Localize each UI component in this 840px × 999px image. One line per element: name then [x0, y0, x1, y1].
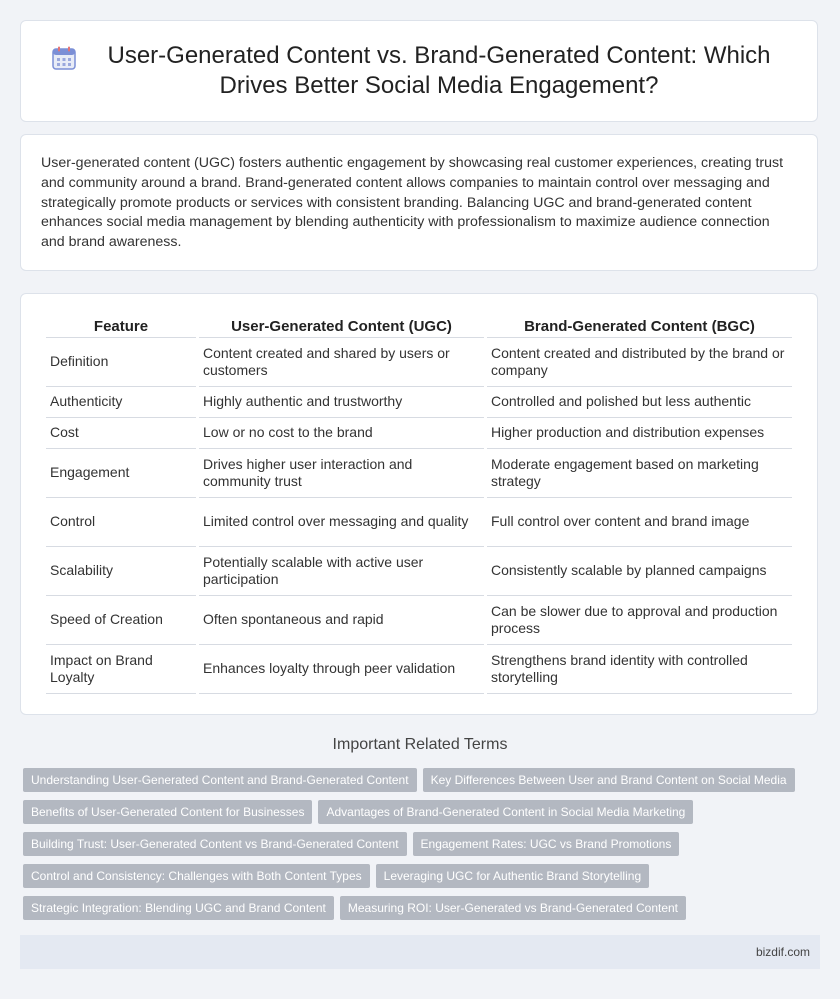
- title-card: [20, 20, 818, 122]
- table-row: [46, 498, 792, 547]
- feature-cell: Impact on Brand Loyalty: [46, 645, 196, 694]
- bgc-cell: Moderate engagement based on marketing strategy: [487, 449, 792, 498]
- bgc-cell: Higher production and distribution expenses: [487, 418, 792, 449]
- ugc-cell: Enhances loyalty through peer validation: [199, 645, 484, 694]
- related-term-tag[interactable]: Key Differences Between User and Brand Content on Social Media: [423, 768, 795, 792]
- related-term-tag[interactable]: Leveraging UGC for Authentic Brand Storytelling: [376, 864, 649, 888]
- table-row: [46, 387, 792, 418]
- table-row: [46, 449, 792, 498]
- ugc-cell: Highly authentic and trustworthy: [199, 387, 484, 418]
- bgc-cell: Strengthens brand identity with controlled storytelling: [487, 645, 792, 694]
- feature-cell: Engagement: [46, 449, 196, 498]
- table-row: [46, 645, 792, 694]
- ugc-cell: Drives higher user interaction and community trust: [199, 449, 484, 498]
- related-term-tag[interactable]: Advantages of Brand-Generated Content in Social Media Marketing: [318, 800, 693, 824]
- feature-cell: Authenticity: [46, 387, 196, 418]
- related-term-tag[interactable]: Building Trust: User-Generated Content vs Brand-Generated Content: [23, 832, 407, 856]
- feature-cell: Speed of Creation: [46, 596, 196, 645]
- feature-cell: Scalability: [46, 547, 196, 596]
- related-term-tag[interactable]: Strategic Integration: Blending UGC and Brand Content: [23, 896, 334, 920]
- table-header-row: [46, 314, 792, 338]
- bgc-cell: Controlled and polished but less authentic: [487, 387, 792, 418]
- comparison-table: [43, 314, 795, 694]
- footer-site-link[interactable]: bizdif.com: [755, 945, 810, 959]
- related-term-tag[interactable]: Measuring ROI: User-Generated vs Brand-Generated Content: [340, 896, 686, 920]
- intro-text: User-generated content (UGC) fosters authentic engagement by showcasing real customer experiences, creating trust and community around a brand. Brand-generated content allows companies to maintain control over messaging and strategically promote products or services with consistent branding. Balancing UGC and brand-generated content enhances social media management by blending authenticity with professionalism to maximize audience connection and brand awareness.: [41, 155, 784, 251]
- related-terms-title: Important Related Terms: [332, 736, 508, 753]
- ugc-cell: Often spontaneous and rapid: [199, 596, 484, 645]
- feature-cell: Cost: [46, 418, 196, 449]
- bgc-cell: Consistently scalable by planned campaigns: [487, 547, 792, 596]
- table-row: [46, 338, 792, 387]
- calendar-icon: [51, 45, 77, 71]
- related-term-tag[interactable]: Understanding User-Generated Content and Brand-Generated Content: [23, 768, 417, 792]
- comparison-card: [20, 293, 818, 715]
- header-ugc: User-Generated Content (UGC): [199, 314, 484, 338]
- intro-card: [20, 134, 818, 271]
- ugc-cell: Limited control over messaging and quality: [199, 498, 484, 547]
- footer: [20, 935, 820, 969]
- page-title: User-Generated Content vs. Brand-Generated Content: Which Drives Better Social Media Engagement?: [107, 42, 771, 99]
- related-terms-list: [23, 768, 813, 928]
- ugc-cell: Low or no cost to the brand: [199, 418, 484, 449]
- feature-cell: Control: [46, 498, 196, 547]
- header-bgc: Brand-Generated Content (BGC): [487, 314, 792, 338]
- feature-cell: Definition: [46, 338, 196, 387]
- header-feature: Feature: [46, 314, 196, 338]
- related-term-tag[interactable]: Engagement Rates: UGC vs Brand Promotions: [413, 832, 680, 856]
- related-term-tag[interactable]: Control and Consistency: Challenges with Both Content Types: [23, 864, 370, 888]
- bgc-cell: Content created and distributed by the brand or company: [487, 338, 792, 387]
- table-row: [46, 418, 792, 449]
- related-term-tag[interactable]: Benefits of User-Generated Content for Businesses: [23, 800, 312, 824]
- ugc-cell: Content created and shared by users or customers: [199, 338, 484, 387]
- bgc-cell: Can be slower due to approval and production process: [487, 596, 792, 645]
- table-row: [46, 596, 792, 645]
- bgc-cell: Full control over content and brand image: [487, 498, 792, 547]
- ugc-cell: Potentially scalable with active user participation: [199, 547, 484, 596]
- table-row: [46, 547, 792, 596]
